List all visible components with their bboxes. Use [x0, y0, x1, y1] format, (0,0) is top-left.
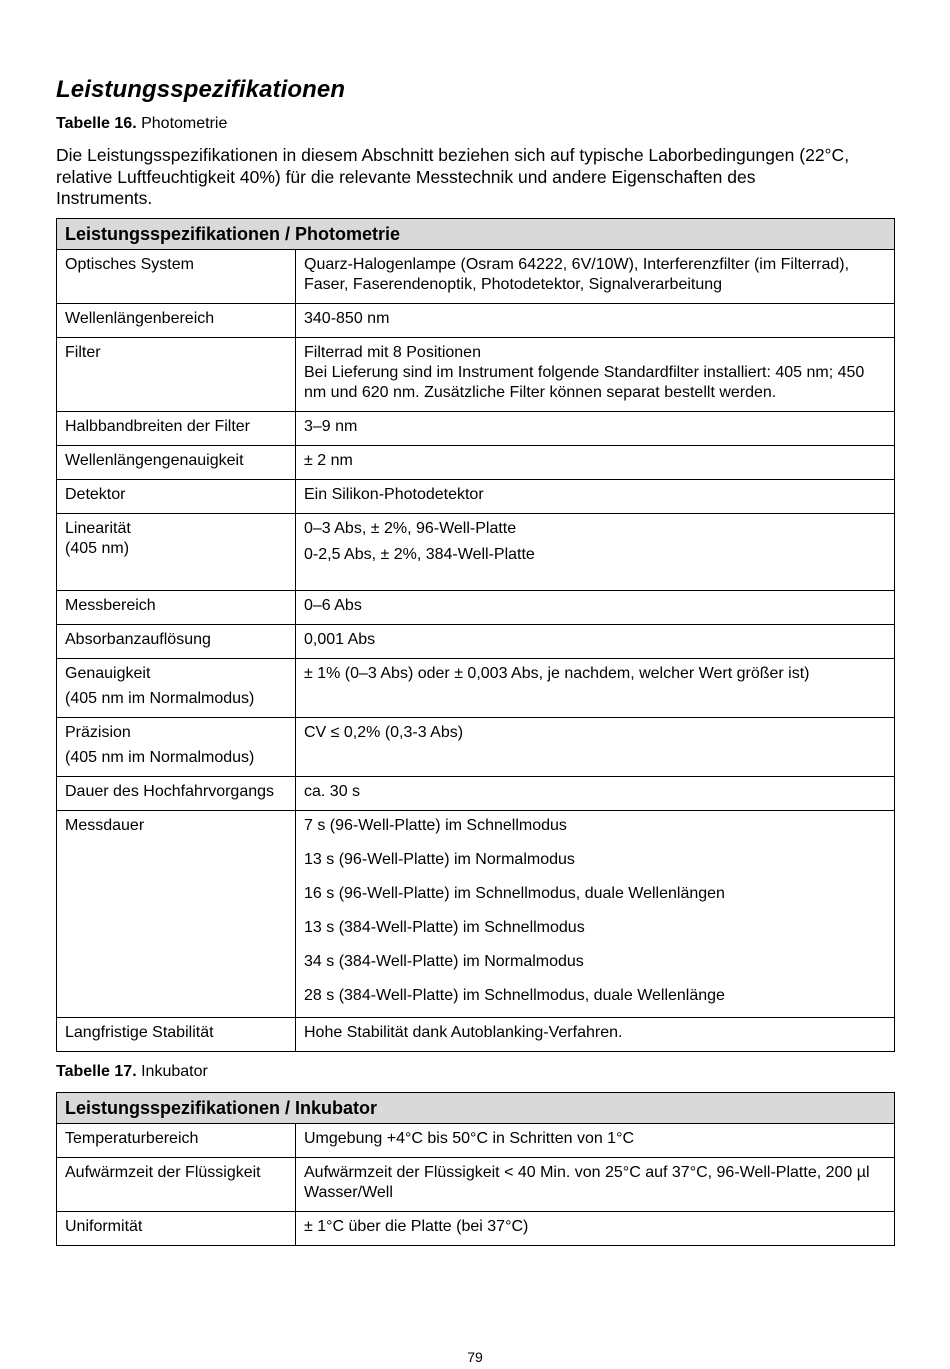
- table-row: [57, 338, 895, 412]
- spec-value-line: 0-2,5 Abs, ± 2%, 384-Well-Platte: [304, 546, 535, 563]
- table-row: [57, 1124, 895, 1158]
- intro-paragraph: Die Leistungsspezifikationen in diesem Abschnitt beziehen sich auf typische Laborbedingungen (22°C, relative Luftfeuchtigkeit 40%) für die relevante Messtechnik und andere Eigenschaften des Instruments.: [56, 145, 850, 208]
- table-row: [57, 1158, 895, 1212]
- table17-caption-text: Inkubator: [141, 1063, 208, 1080]
- spec-label: [57, 811, 296, 1018]
- spec-label: [57, 338, 296, 412]
- spec-label: [57, 718, 296, 777]
- spec-label: [57, 1018, 296, 1052]
- table-row: [57, 446, 895, 480]
- spec-value-line: 13 s (96-Well-Platte) im Normalmodus: [304, 851, 575, 868]
- spec-label-line: (405 nm im Normalmodus): [65, 749, 255, 766]
- spec-label-line: Filter: [65, 344, 101, 361]
- table-row: [57, 625, 895, 659]
- spec-value-line: Bei Lieferung sind im Instrument folgende Standardfilter installiert: 405 nm; 450 nm und 620 nm. Zusätzliche Filter können separat bestellt werden.: [304, 364, 865, 401]
- incubator-table: [56, 1092, 895, 1246]
- spec-value: [296, 591, 895, 625]
- spec-label-line: Langfristige Stabilität: [65, 1024, 214, 1041]
- spec-label: [57, 480, 296, 514]
- spec-value: [296, 1212, 895, 1246]
- spec-value-line: Quarz-Halogenlampe (Osram 64222, 6V/10W), Interferenzfilter (im Filterrad), Faser, Faserendenoptik, Photodetektor, Signalverarbeitung: [304, 256, 850, 293]
- spec-value: [296, 446, 895, 480]
- spec-label-line: Wellenlängengenauigkeit: [65, 452, 244, 469]
- spec-label-line: Präzision: [65, 724, 131, 741]
- spec-label: [57, 625, 296, 659]
- spec-label-line: Aufwärmzeit der Flüssigkeit: [65, 1164, 261, 1181]
- photometry-table: [56, 218, 895, 1052]
- spec-label: [57, 591, 296, 625]
- table-row: [57, 1212, 895, 1246]
- spec-label-line: Detektor: [65, 486, 126, 503]
- spec-value: [296, 1124, 895, 1158]
- spec-value-line: Ein Silikon-Photodetektor: [304, 486, 484, 503]
- spec-label-line: Messdauer: [65, 817, 145, 834]
- spec-value-line: 0–6 Abs: [304, 597, 362, 614]
- spec-value: [296, 625, 895, 659]
- spec-label-line: Optisches System: [65, 256, 194, 273]
- spec-value: [296, 514, 895, 591]
- spec-label: [57, 304, 296, 338]
- spec-value-line: 28 s (384-Well-Platte) im Schnellmodus, duale Wellenlänge: [304, 987, 725, 1004]
- spec-value-line: Filterrad mit 8 Positionen: [304, 344, 481, 361]
- spec-label-line: Linearität: [65, 520, 131, 537]
- spec-label: [57, 1124, 296, 1158]
- spec-label-line: Absorbanzauflösung: [65, 631, 211, 648]
- table17-caption-label: Tabelle 17.: [56, 1063, 137, 1080]
- spec-label-line: Wellenlängenbereich: [65, 310, 215, 327]
- photometry-table-header: Leistungsspezifikationen / Photometrie: [57, 219, 895, 250]
- spec-value: [296, 1018, 895, 1052]
- table-row: [57, 304, 895, 338]
- spec-value-line: 34 s (384-Well-Platte) im Normalmodus: [304, 953, 584, 970]
- table-row: [57, 250, 895, 304]
- spec-value: [296, 1158, 895, 1212]
- table-row: [57, 811, 895, 1018]
- spec-value-line: 340-850 nm: [304, 310, 390, 327]
- spec-value-line: 13 s (384-Well-Platte) im Schnellmodus: [304, 919, 585, 936]
- spec-value-line: ± 2 nm: [304, 452, 353, 469]
- spec-value: [296, 250, 895, 304]
- spec-label: [57, 446, 296, 480]
- spec-label-line: (405 nm im Normalmodus): [65, 690, 255, 707]
- table-row: [57, 514, 895, 591]
- spec-label-line: Messbereich: [65, 597, 156, 614]
- spec-label: [57, 1212, 296, 1246]
- spec-value: [296, 480, 895, 514]
- spec-value: [296, 338, 895, 412]
- spec-value: [296, 777, 895, 811]
- spec-label: [57, 1158, 296, 1212]
- table17-caption: [56, 1063, 208, 1081]
- spec-label-line: Halbbandbreiten der Filter: [65, 418, 250, 435]
- spec-value-line: Aufwärmzeit der Flüssigkeit < 40 Min. von 25°C auf 37°C, 96-Well-Platte, 200 µl Wasser/Well: [304, 1164, 870, 1201]
- spec-value-line: 0–3 Abs, ± 2%, 96-Well-Platte: [304, 520, 517, 537]
- spec-value: [296, 811, 895, 1018]
- table16-caption-label: Tabelle 16.: [56, 115, 137, 132]
- spec-value-line: 0,001 Abs: [304, 631, 376, 648]
- table-row: [57, 777, 895, 811]
- spec-label-line: Genauigkeit: [65, 665, 151, 682]
- spec-label: [57, 659, 296, 718]
- spec-label-line: Temperaturbereich: [65, 1130, 199, 1147]
- spec-value-line: Hohe Stabilität dank Autoblanking-Verfahren.: [304, 1024, 623, 1041]
- page-number: 79: [467, 1349, 483, 1365]
- spec-value-line: ca. 30 s: [304, 783, 361, 800]
- spec-label: [57, 777, 296, 811]
- spec-label: [57, 412, 296, 446]
- spec-value-line: 16 s (96-Well-Platte) im Schnellmodus, duale Wellenlängen: [304, 885, 725, 902]
- table-row: [57, 659, 895, 718]
- spec-label-line: Dauer des Hochfahrvorgangs: [65, 783, 275, 800]
- spec-label-line: (405 nm): [65, 540, 130, 557]
- table16-caption-text: Photometrie: [141, 115, 228, 132]
- spec-value: [296, 659, 895, 718]
- spec-value: [296, 412, 895, 446]
- table-row: [57, 718, 895, 777]
- table-row: [57, 480, 895, 514]
- incubator-table-header: Leistungsspezifikationen / Inkubator: [57, 1093, 895, 1124]
- spec-value-line: ± 1% (0–3 Abs) oder ± 0,003 Abs, je nachdem, welcher Wert größer ist): [304, 665, 810, 682]
- spec-value-line: 7 s (96-Well-Platte) im Schnellmodus: [304, 817, 567, 834]
- table16-caption: [56, 115, 227, 133]
- spec-label-line: Uniformität: [65, 1218, 143, 1235]
- table-row: [57, 591, 895, 625]
- spec-value-line: CV ≤ 0,2% (0,3-3 Abs): [304, 724, 464, 741]
- spec-value-line: Umgebung +4°C bis 50°C in Schritten von 1°C: [304, 1130, 635, 1147]
- spec-label: [57, 250, 296, 304]
- spec-value: [296, 304, 895, 338]
- table-row: [57, 412, 895, 446]
- spec-value-line: 3–9 nm: [304, 418, 358, 435]
- section-heading: Leistungsspezifikationen: [56, 76, 346, 103]
- table-row: [57, 1018, 895, 1052]
- spec-value-line: ± 1°C über die Platte (bei 37°C): [304, 1218, 529, 1235]
- spec-label: [57, 514, 296, 591]
- spec-value: [296, 718, 895, 777]
